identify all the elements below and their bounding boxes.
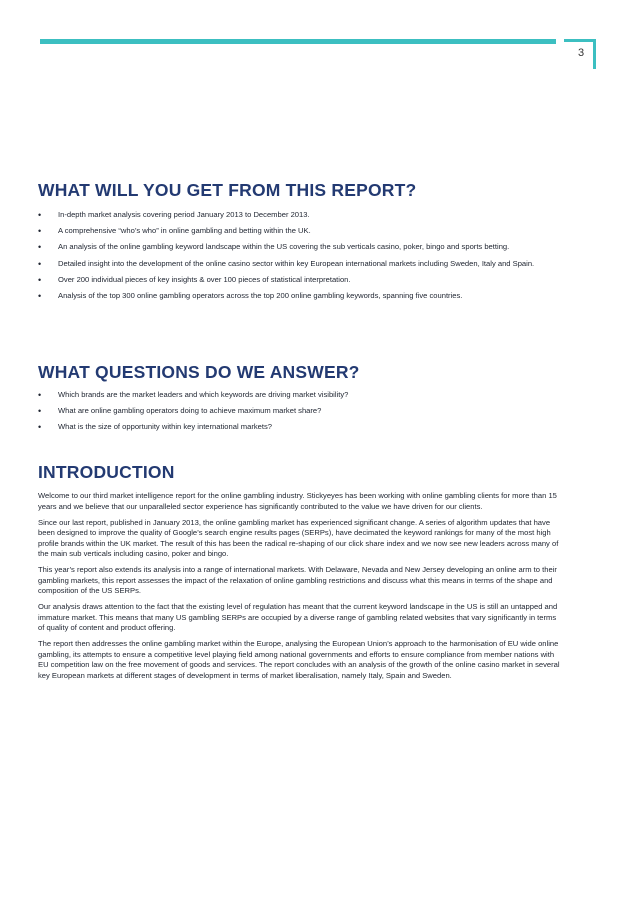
introduction-body — [38, 491, 563, 687]
intro-paragraph: The report then addresses the online gambling market within the Europe, analysing the European Union’s approach to the harmonisation of EU wide online gambling, its attempts to ensure a competitive level playing field among national governments and efforts to ensure compliance from member nations with EU competition law on the free movement of goods and services. The report concludes with an analysis of the growth of the online casino market in several key European markets at different stages of development in terms of market liberalisation, namely Italy, Spain and Sweden. — [38, 639, 560, 680]
section-heading-introduction: INTRODUCTION — [38, 462, 175, 482]
list-item-text: Analysis of the top 300 online gambling operators across the top 200 online gambling keywords, spanning five countries. — [58, 290, 463, 300]
list-item-text: What is the size of opportunity within key international markets? — [58, 422, 272, 432]
list-item-text: An analysis of the online gambling keyword landscape within the US covering the sub verticals casino, poker, bingo and sports betting. — [58, 242, 510, 252]
bullet-icon: • — [38, 274, 42, 285]
list-item — [38, 259, 558, 270]
what-you-get-list — [38, 210, 558, 307]
bullet-icon: • — [38, 290, 42, 301]
bullet-icon: • — [38, 242, 42, 253]
list-item-text: Over 200 individual pieces of key insights & over 100 pieces of statistical interpretation. — [58, 274, 351, 284]
list-item-text: What are online gambling operators doing to achieve maximum market share? — [58, 406, 322, 416]
list-item — [38, 422, 558, 433]
intro-paragraph: Welcome to our third market intelligence report for the online gambling industry. Stickyeyes has been working with online gambling clients for more than 15 years and we believe that our unparalleled sector experience has significantly contributed to the value we have driven for our clients. — [38, 491, 557, 511]
list-item-text: Which brands are the market leaders and which keywords are driving market visibility? — [58, 390, 349, 399]
intro-paragraph: Our analysis draws attention to the fact that the existing level of regulation has meant that the current keyword landscape in the US is still an untapped and immature market. This means that many US gambling SERPs are occupied by a diverse range of gambling related websites that vary significantly in terms of quality of content and product offering. — [38, 602, 558, 632]
bullet-icon: • — [38, 422, 42, 433]
list-item — [38, 275, 558, 286]
list-item — [38, 226, 558, 237]
page-number: 3 — [578, 47, 585, 59]
list-item — [38, 210, 558, 221]
intro-paragraph: Since our last report, published in January 2013, the online gambling market has experienced significant change. A series of algorithm updates that have been designed to improve the quality of Google’s search engine results pages (SERPs), have decimated the keyword rankings for many of the most high profile brands within the UK market. The result of this has been the radical re-shaping of our click share index and we now see new leaders across many of the main sub verticals including casino, poker and bingo. — [38, 517, 559, 558]
section-heading-questions: WHAT QUESTIONS DO WE ANSWER? — [38, 362, 360, 382]
list-item-text: In-depth market analysis covering period January 2013 to December 2013. — [58, 210, 310, 219]
intro-paragraph: This year’s report also extends its analysis into a range of international markets. With Delaware, Nevada and New Jersey developing an online arm to their gambling markets, this report assesses the impact of the relaxation of online gambling restrictions and discuss what this means in terms of the shape and composition of the US SERPs. — [38, 565, 557, 595]
bullet-icon: • — [38, 390, 42, 400]
list-item-text: A comprehensive “who’s who” in online gambling and betting within the UK. — [58, 226, 311, 236]
list-item — [38, 242, 558, 253]
bullet-icon: • — [38, 258, 42, 269]
header-rule — [40, 39, 556, 44]
section-heading-what-you-get: WHAT WILL YOU GET FROM THIS REPORT? — [38, 180, 417, 200]
bullet-icon: • — [38, 406, 42, 417]
list-item — [38, 291, 558, 302]
questions-list — [38, 390, 558, 439]
list-item — [38, 390, 558, 401]
bullet-icon: • — [38, 210, 42, 220]
bullet-icon: • — [38, 226, 42, 237]
list-item-text: Detailed insight into the development of the online casino sector within key European international markets including Sweden, Italy and Spain. — [58, 258, 535, 268]
list-item — [38, 406, 558, 417]
